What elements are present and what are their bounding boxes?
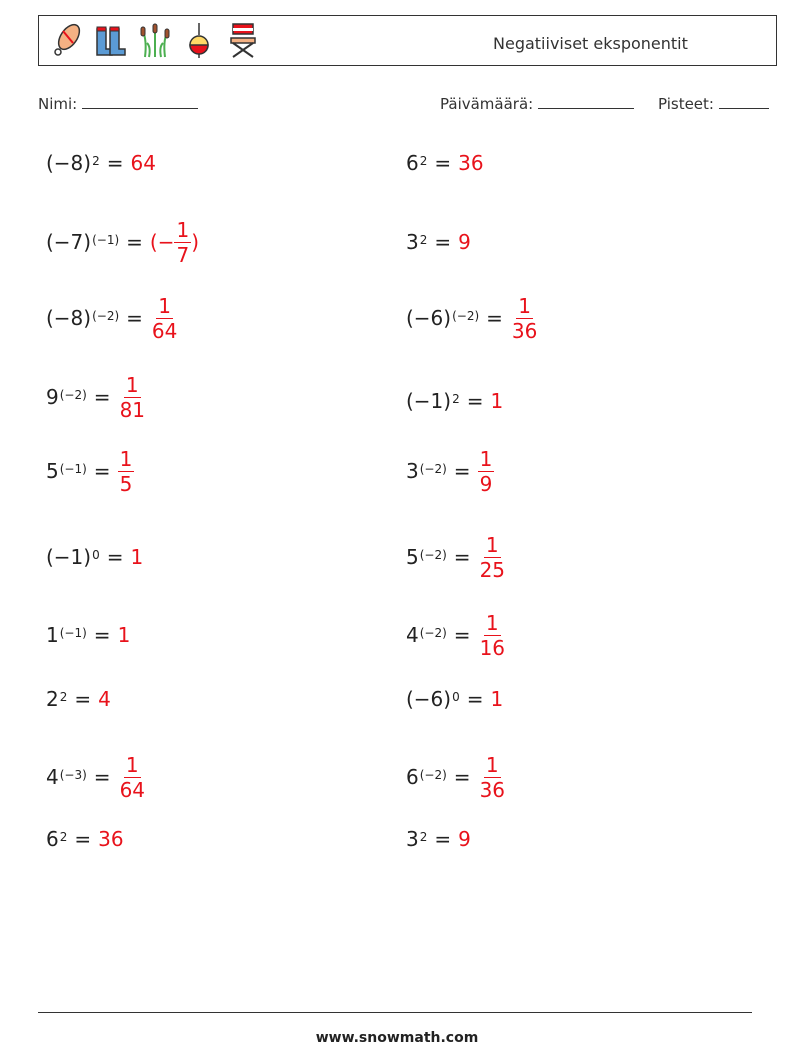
answer-fraction [478,533,507,582]
equals-sign: = [126,306,143,330]
equals-sign: = [434,230,452,254]
answer-fraction [478,611,507,660]
equals-sign: = [486,306,503,330]
problem-item [406,664,503,734]
problem-exponent: (−2) [419,768,447,782]
equals-sign: = [106,151,124,175]
equals-sign: = [466,389,484,413]
problem-item [46,283,179,353]
problem-exponent: (−1) [59,626,87,640]
fraction-numerator: 1 [485,610,499,635]
equals-sign: = [106,545,124,569]
answer-fraction [478,447,495,496]
answer [98,827,123,851]
problem-base: (−1) [406,389,452,413]
answer-value: 1 [490,687,504,711]
problem-exponent: 2 [452,392,460,406]
problem-exponent: (−2) [92,309,120,323]
problem-item [406,366,503,436]
fraction-numerator: 1 [176,217,190,242]
score-field [658,94,769,113]
problem-exponent: 0 [452,690,460,704]
problem-item [406,207,471,277]
answer [118,447,135,496]
problem-exponent: 2 [92,154,100,168]
problem-exponent: (−2) [59,388,87,402]
problem-base: (−8) [46,306,92,330]
fraction-denominator: 36 [479,777,506,802]
answer [458,151,483,175]
answer [510,294,539,343]
fraction-denominator: 7 [176,242,190,267]
answer-value: 36 [98,827,124,851]
answer [118,623,131,647]
equals-sign: = [93,765,111,789]
answer-fraction [118,447,135,496]
fraction-numerator: 1 [485,532,499,557]
answer-value: 1 [117,623,131,647]
problem-base: 6 [46,827,59,851]
date-label: Päivämäärä: [440,95,534,113]
problem-exponent: 2 [419,830,428,844]
name-label: Nimi: [38,95,78,113]
answer-value: 1 [130,545,144,569]
problem-base: 9 [46,385,59,409]
problem-exponent: (−2) [419,626,447,640]
equals-sign: = [93,623,111,647]
fraction-numerator: 1 [518,293,532,318]
problem-item [46,804,124,874]
equals-sign: = [74,827,92,851]
problem-exponent: (−1) [59,462,87,476]
problem-base: (−6) [406,306,452,330]
problem-base: 4 [406,623,419,647]
problem-exponent: 2 [419,233,428,247]
problem-base: 1 [46,623,59,647]
problem-base: 3 [406,459,419,483]
answer [98,687,111,711]
answer [118,753,147,802]
fraction-numerator: 1 [485,752,499,777]
problem-item [46,362,147,432]
answer-value: 9 [458,230,471,254]
fraction-denominator: 16 [479,635,506,660]
answer-fraction [118,753,147,802]
folding-chair-icon [225,21,261,59]
problem-exponent: 2 [419,154,428,168]
answer-fraction [150,294,179,343]
fraction-denominator: 9 [479,471,493,496]
header-icons [49,21,261,61]
answer-value: 9 [458,827,471,851]
problem-base: 2 [46,687,59,711]
worksheet-title: Negatiiviset eksponentit [493,34,688,53]
problem-item [46,522,143,592]
equals-sign: = [453,765,471,789]
answer [478,611,507,660]
header-box [38,15,777,66]
footer-rule [38,1012,752,1013]
problem-item [406,522,507,592]
answer [150,218,199,267]
problem-base: (−7) [46,230,92,254]
problem-base: 5 [406,545,419,569]
equals-sign: = [434,827,452,851]
problem-item [406,283,539,353]
problem-exponent: (−2) [452,309,480,323]
date-blank[interactable] [538,94,634,109]
equals-sign: = [466,687,484,711]
equals-sign: = [93,459,111,483]
equals-sign: = [434,151,452,175]
problem-base: 5 [46,459,59,483]
problem-item [406,804,471,874]
score-label: Pisteet: [658,95,714,113]
problem-base: 6 [406,151,419,175]
fraction-denominator: 64 [119,777,146,802]
answer-fraction [174,218,191,267]
fraction-numerator: 1 [125,372,139,397]
answer [131,151,156,175]
problem-item [46,664,111,734]
equals-sign: = [453,459,471,483]
answer [150,294,179,343]
answer [478,753,507,802]
fraction-denominator: 64 [151,318,178,343]
answer-fraction [510,294,539,343]
equals-sign: = [453,623,471,647]
answer [118,373,147,422]
answer-suffix: ) [191,230,200,254]
problem-base: (−8) [46,151,92,175]
date-field [440,94,634,113]
problem-exponent: (−2) [419,548,447,562]
problem-item [406,128,484,198]
problem-base: 3 [406,827,419,851]
answer [491,687,504,711]
answer-value: 64 [130,151,156,175]
problem-base: (−1) [46,545,92,569]
problem-base: 6 [406,765,419,789]
problem-base: 4 [46,765,59,789]
problem-item [46,742,147,812]
answer [478,447,495,496]
score-blank[interactable] [719,94,769,109]
equals-sign: = [126,230,143,254]
problem-item [46,128,156,198]
fraction-numerator: 1 [158,293,172,318]
fraction-numerator: 1 [479,446,493,471]
fraction-numerator: 1 [119,446,133,471]
fraction-numerator: 1 [125,752,139,777]
name-blank[interactable] [82,94,198,109]
problem-exponent: 2 [59,690,68,704]
problem-exponent: 2 [59,830,68,844]
answer-value: 1 [490,389,504,413]
footer-url: www.snowmath.com [315,1030,479,1046]
equals-sign: = [453,545,471,569]
fraction-denominator: 36 [511,318,538,343]
cattail-reeds-icon [137,21,173,59]
problem-exponent: (−3) [59,768,87,782]
fraction-denominator: 25 [479,557,506,582]
answer-prefix: (− [149,230,175,254]
problem-base: (−6) [406,687,452,711]
problem-exponent: (−2) [419,462,447,476]
equals-sign: = [74,687,92,711]
problem-item [46,207,199,277]
answer [458,230,471,254]
fraction-denominator: 81 [119,397,146,422]
fishing-bobber-icon [181,21,217,59]
answer [478,533,507,582]
answer [458,827,471,851]
rubber-boots-icon [93,21,129,59]
fraction-denominator: 5 [119,471,133,496]
problem-item [46,600,130,670]
answer-fraction [118,373,147,422]
answer-fraction [478,753,507,802]
problem-item [46,436,134,506]
answer-value: 36 [458,151,484,175]
problem-item [406,600,507,670]
name-field [38,94,198,113]
problem-item [406,436,494,506]
problem-item [406,742,507,812]
equals-sign: = [93,385,111,409]
answer [491,389,504,413]
answer-value: 4 [98,687,111,711]
answer [131,545,144,569]
problem-exponent: 0 [92,548,100,562]
problem-exponent: (−1) [92,233,120,247]
fishing-lure-icon [49,21,85,59]
problem-base: 3 [406,230,419,254]
